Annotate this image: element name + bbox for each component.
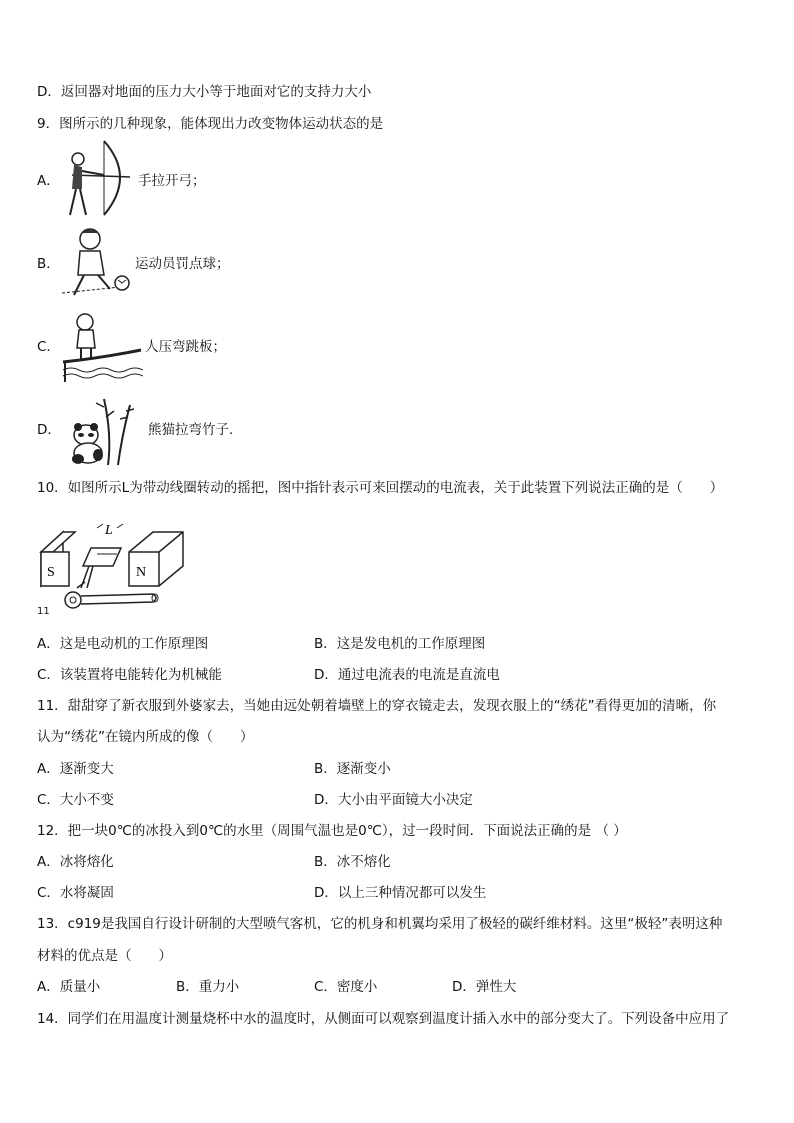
q13-option-d: D．弹性大 (452, 979, 517, 995)
q9-option-a-letter: A． (37, 173, 60, 189)
diving-board-image (61, 310, 143, 384)
magnet-s-label: S (47, 565, 55, 580)
generator-diagram (37, 516, 187, 618)
q9-option-c-letter: C． (37, 339, 60, 355)
q11-stem-line1: 11．甜甜穿了新衣服到外婆家去，当她由远处朝着墙壁上的穿衣镜走去，发现衣服上的“绣花”看得更加的清晰，你 (37, 698, 717, 714)
q10-option-d: D．通过电流表的电流是直流电 (314, 667, 500, 683)
q12-option-d: D．以上三种情况都可以发生 (314, 885, 487, 901)
q12-stem: 12．把一块0℃的冰投入到0℃的水里（周围气温也是0℃），过一段时间．下面说法正确的是 （ ） (37, 823, 627, 839)
q12-option-c: C．水将凝固 (37, 885, 114, 901)
q9-option-d-letter: D． (37, 422, 61, 438)
q9-option-b-caption: 运动员罚点球； (135, 256, 230, 272)
q13-option-a: A．质量小 (37, 979, 101, 995)
q12-option-a: A．冰将熔化 (37, 854, 114, 870)
q10-option-c: C．该装置将电能转化为机械能 (37, 667, 222, 683)
q8-option-d: D．返回器对地面的压力大小等于地面对它的支持力大小 (37, 84, 372, 100)
q13-stem-line2: 材料的优点是（ ） (37, 948, 172, 964)
q11-option-b: B．逐渐变小 (314, 761, 391, 777)
q13-option-c: C．密度小 (314, 979, 378, 995)
q13-option-b: B．重力小 (176, 979, 240, 995)
q10-option-a: A．这是电动机的工作原理图 (37, 636, 209, 652)
q11-option-d: D．大小由平面镜大小决定 (314, 792, 473, 808)
q9-option-c-caption: 人压弯跳板； (145, 339, 226, 355)
q9-option-b-letter: B． (37, 256, 60, 272)
player-kicking-ball-image (60, 225, 134, 301)
crank-l-label: L (105, 523, 113, 538)
q11-option-a: A．逐渐变大 (37, 761, 114, 777)
q9-option-a-caption: 手拉开弓； (138, 173, 206, 189)
q10-stem: 10．如图所示L为带动线圈转动的摇把，图中指针表示可来回摆动的电流表，关于此装置下列说法正确的是（ ） (37, 480, 724, 496)
q10-option-b: B．这是发电机的工作原理图 (314, 636, 486, 652)
q11-option-c: C．大小不变 (37, 792, 114, 808)
q12-option-b: B．冰不熔化 (314, 854, 391, 870)
q11-stem-line2: 认为“绣花”在镜内所成的像（ ） (37, 729, 254, 745)
q13-stem-line1: 13．c919是我国自行设计研制的大型喷气客机，它的机身和机翼均采用了极轻的碳纤维材料。这里“极轻”表明这种 (37, 916, 723, 932)
q14-stem: 14．同学们在用温度计测量烧杯中水的温度时，从侧面可以观察到温度计插入水中的部分变大了。下列设备中应用了 (37, 1011, 730, 1027)
magnet-n-label: N (136, 565, 147, 580)
figure-caption: 11 (37, 606, 50, 617)
q9-option-d-caption: 熊猫拉弯竹子． (148, 422, 243, 438)
archer-bow-image (64, 137, 134, 219)
q9-stem: 9．图所示的几种现象，能体现出力改变物体运动状态的是 (37, 116, 384, 132)
panda-bamboo-image (68, 395, 144, 467)
